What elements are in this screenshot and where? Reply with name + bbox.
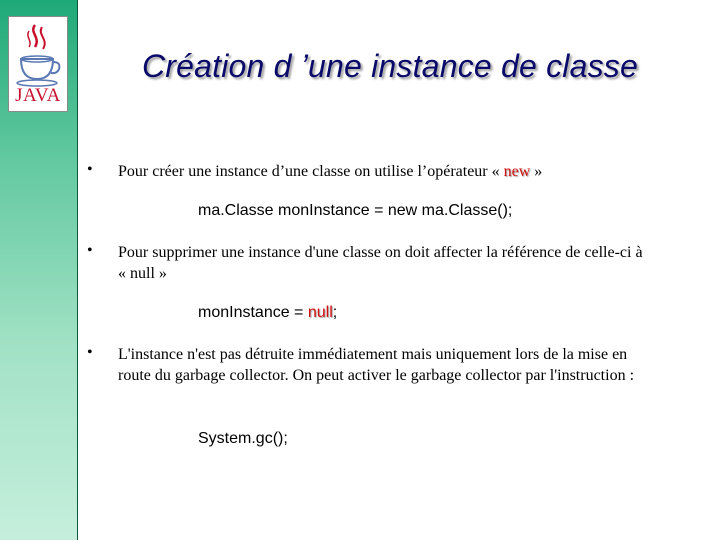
- bullet-text-2: Pour supprimer une instance d'une classe on doit affecter la référence de celle-ci à « null »: [118, 244, 643, 282]
- bullet-text-1: [118, 161, 658, 182]
- sidebar-band: [0, 0, 78, 540]
- logo-wordmark: JAVA: [15, 85, 61, 106]
- code-2-end: ;: [332, 304, 338, 321]
- code-line-1: ma.Classe monInstance = new ma.Classe();: [198, 202, 513, 219]
- bullet-1-end: »: [530, 163, 543, 180]
- bullet-marker: •: [87, 242, 93, 259]
- bullet-marker: •: [87, 344, 93, 361]
- keyword-new: new: [503, 163, 531, 180]
- keyword-null: null: [307, 304, 333, 321]
- code-2-pre: monInstance =: [198, 304, 308, 321]
- code-line-3: System.gc();: [198, 430, 288, 447]
- bullet-1-text: Pour créer une instance d’une classe on utilise l’opérateur «: [118, 163, 504, 180]
- slide-title: Création d ’une instance de classe: [142, 48, 638, 84]
- code-line-2: [198, 304, 337, 322]
- bullet-marker: •: [87, 161, 93, 178]
- bullet-text-3: L'instance n'est pas détruite immédiatement mais uniquement lors de la mise en route du garbage collector. On peut activer le garbage collector par l'instruction :: [118, 346, 635, 384]
- java-logo: [8, 16, 68, 112]
